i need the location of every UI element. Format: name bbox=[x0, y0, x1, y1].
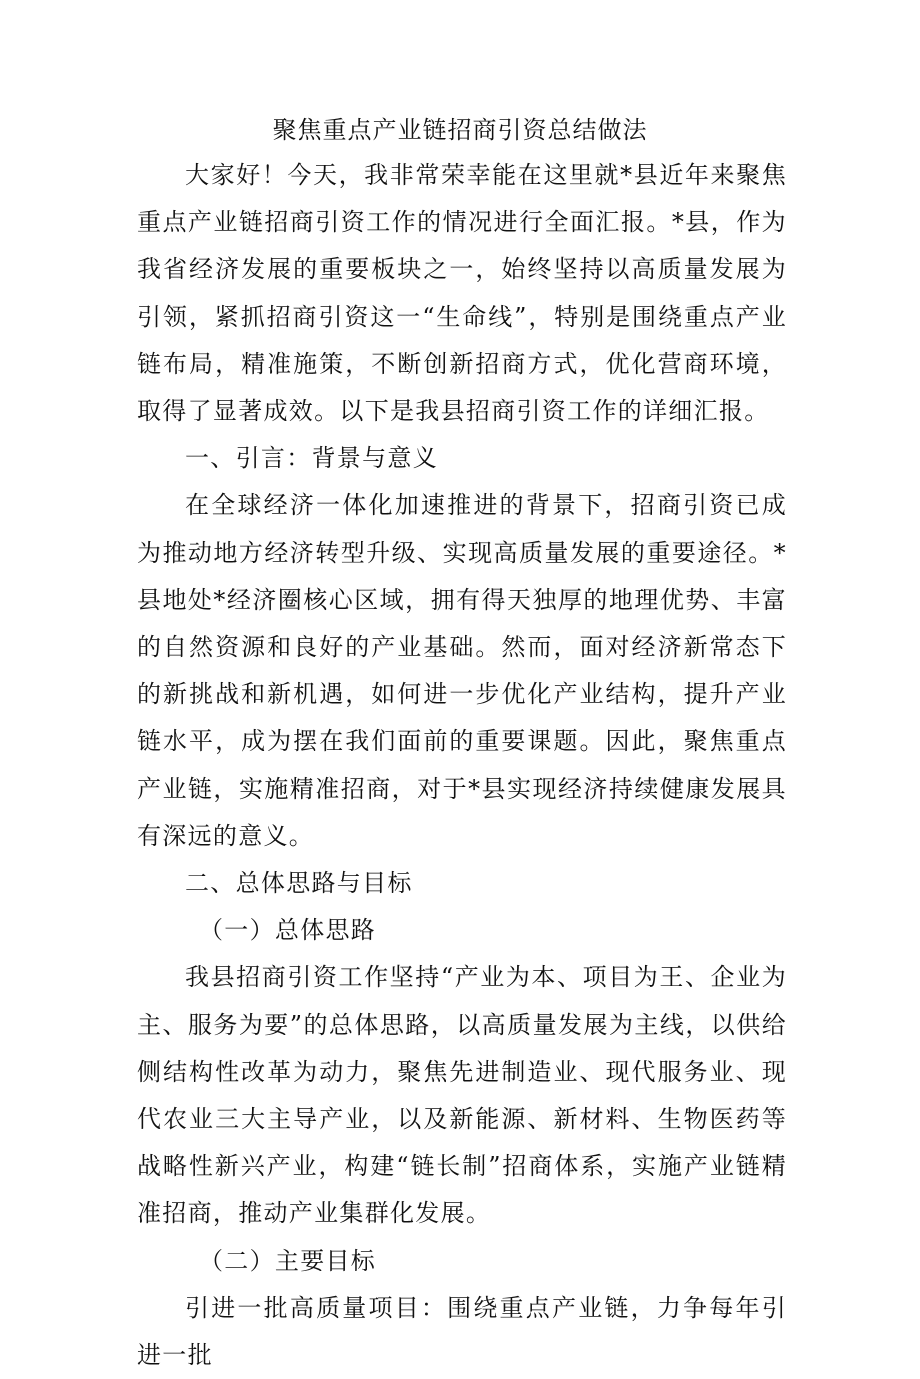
section-heading-approach-goals: 二、总体思路与目标 bbox=[185, 869, 413, 898]
paragraph-background: 在全球经济一体化加速推进的背景下，招商引资已成为推动地方经济转型升级、实现高质量发展的重要途径。*县地处*经济圈核心区域，拥有得天独厚的地理优势、丰富的自然资源和良好的产业基础。然而，面对经济新常态下的新挑战和新机遇，如何进一步优化产业结构，提升产业链水平，成为摆在我们面前的重要课题。因此，聚焦重点产业链，实施精准招商，对于*县实现经济持续健康发展具有深远的意义。 bbox=[137, 491, 787, 850]
paragraph-approach: 我县招商引资工作坚持“产业为本、项目为王、企业为主、服务为要”的总体思路，以高质量发展为主线，以供给侧结构性改革为动力，聚焦先进制造业、现代服务业、现代农业三大主导产业，以及新能源、新材料、生物医药等战略性新兴产业，构建“链长制”招商体系，实施产业链精准招商，推动产业集群化发展。 bbox=[137, 963, 787, 1228]
paragraph-opening: 大家好！今天，我非常荣幸能在这里就*县近年来聚焦重点产业链招商引资工作的情况进行全面汇报。*县，作为我省经济发展的重要板块之一，始终坚持以高质量发展为引领，紧抓招商引资这一“生命线”，特别是围绕重点产业链布局，精准施策，不断创新招商方式，优化营商环境，取得了显著成效。以下是我县招商引资工作的详细汇报。 bbox=[137, 161, 787, 426]
paragraph-goals: 引进一批高质量项目：围绕重点产业链，力争每年引进一批 bbox=[137, 1293, 787, 1370]
section-heading-introduction: 一、引言：背景与意义 bbox=[185, 444, 438, 473]
document-body bbox=[137, 152, 787, 1379]
document-title: 聚焦重点产业链招商引资总结做法 bbox=[272, 116, 648, 144]
subsection-heading-goals: （二）主要目标 bbox=[199, 1246, 377, 1275]
subsection-heading-approach: （一）总体思路 bbox=[199, 916, 377, 945]
